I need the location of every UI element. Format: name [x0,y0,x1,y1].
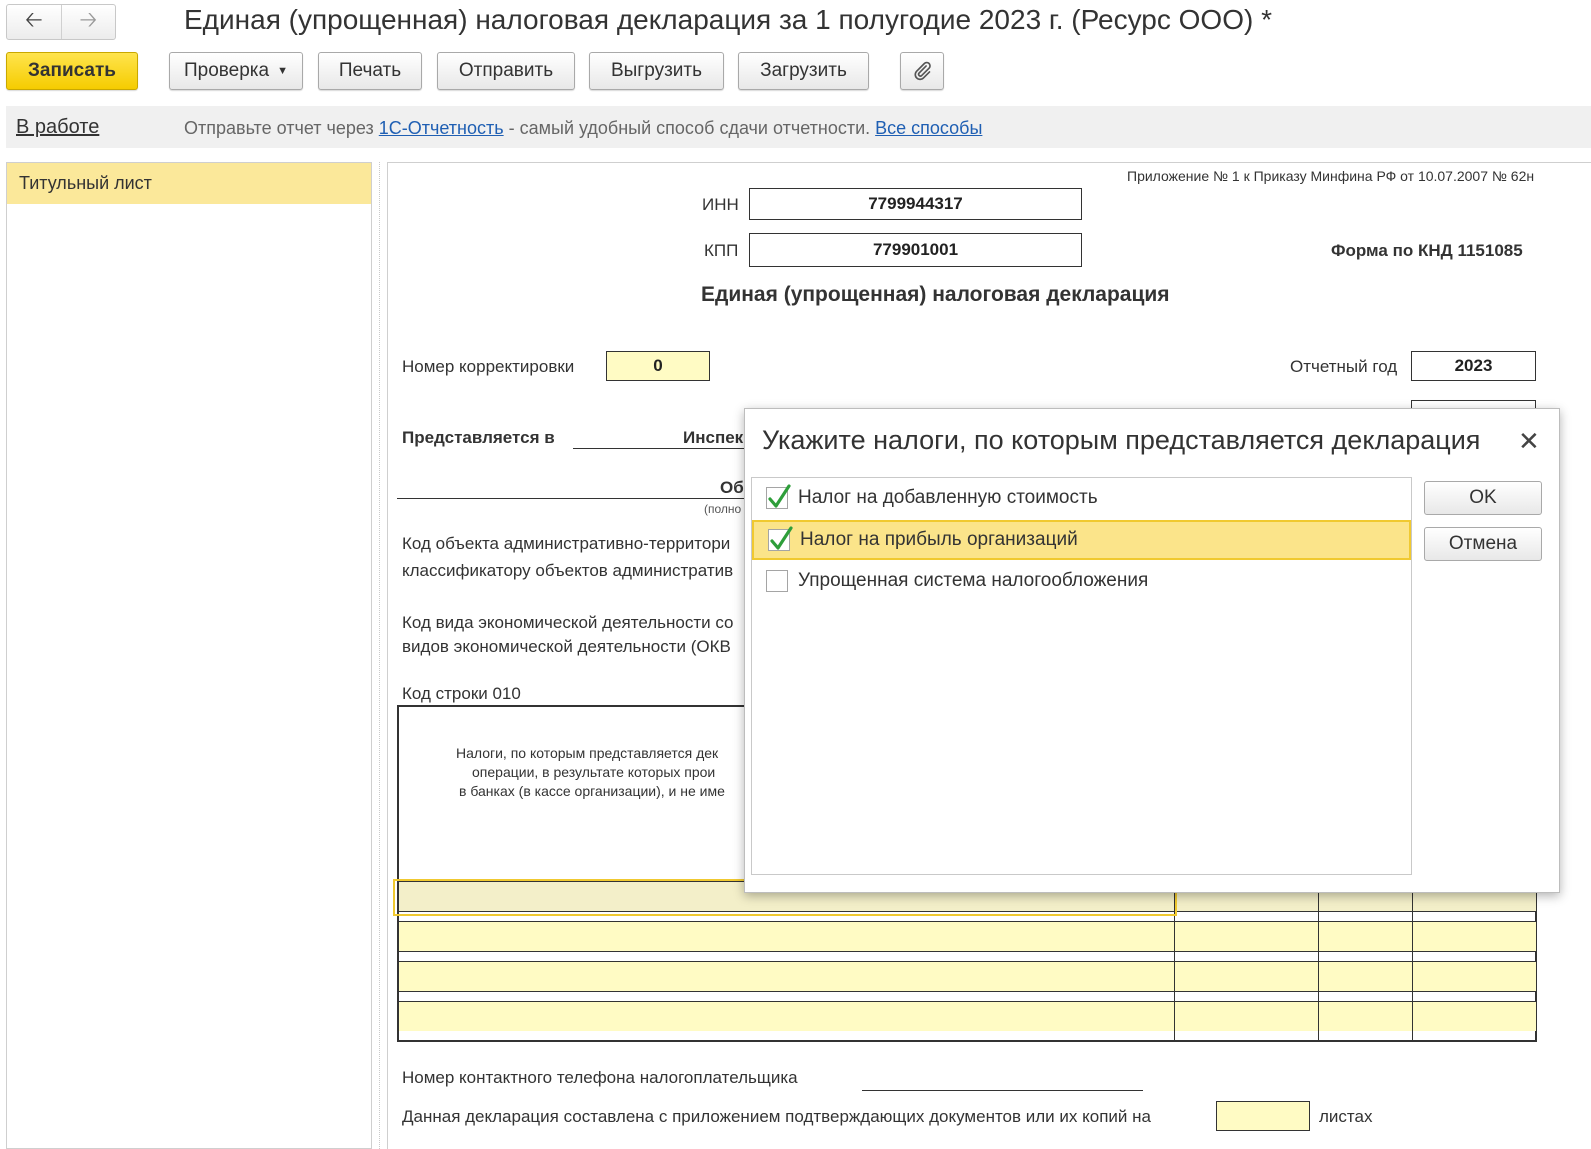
knd-form-code: Форма по КНД 1151085 [1331,241,1523,260]
close-icon[interactable]: ✕ [1518,426,1540,456]
okato-label-1: Код объекта административно-территори [402,534,731,553]
checkbox-vat[interactable] [766,487,788,509]
year-field[interactable]: 2023 [1411,351,1536,381]
row-code-label: Код строки 010 [402,684,521,703]
column-divider [1412,881,1413,1041]
sections-sidebar [6,162,372,1149]
inn-field[interactable]: 7799944317 [749,188,1082,220]
checkbox-profit-tax[interactable] [768,529,790,551]
ok-button[interactable]: OK [1424,481,1542,515]
status-link[interactable]: В работе [16,116,100,138]
list-item-vat[interactable] [752,478,1411,518]
org-name-text: Об [720,478,744,497]
list-item-profit-tax[interactable] [752,520,1411,560]
dropdown-caret-icon: ▼ [277,65,288,77]
info-text-before: Отправьте отчет через [184,118,379,138]
checkmark-icon [768,524,794,554]
correction-label: Номер корректировки [402,357,575,376]
phone-field[interactable] [862,1090,1143,1091]
taxes-header-2: операции, в результате которых прои [472,764,716,780]
cancel-button[interactable]: Отмена [1424,527,1542,561]
sheets-count-field[interactable] [1216,1101,1310,1131]
all-methods-link[interactable]: Все способы [875,118,983,138]
dialog-title: Укажите налоги, по которым представляется декларация [762,425,1481,455]
inspection-text: Инспек [683,428,744,447]
import-button[interactable]: Загрузить [738,52,869,90]
kpp-field[interactable]: 779901001 [749,233,1082,267]
list-item-label: Упрощенная система налогообложения [798,570,1149,591]
forward-arrow-icon[interactable]: 🡢 [61,5,116,39]
splitter[interactable] [379,162,380,1149]
sidebar-item-title-page[interactable]: Титульный лист [7,163,371,204]
column-divider [1318,881,1319,1041]
list-item-usn[interactable] [752,561,1411,601]
table-row[interactable] [399,921,1536,951]
full-name-caption: (полно [704,502,742,516]
list-item-label: Налог на прибыль организаций [800,529,1078,550]
row-divider [399,991,1536,1001]
phone-label: Номер контактного телефона налогоплательщика [402,1068,798,1087]
underline [397,498,744,499]
nav-buttons [6,4,116,40]
okved-label-2: видов экономической деятельности (ОКВ [402,637,731,656]
paperclip-icon [911,60,933,82]
list-item-label: Налог на добавленную стоимость [798,487,1098,508]
export-button[interactable]: Выгрузить [589,52,724,90]
taxes-header-3: в банках (в кассе организации), и не име [459,783,725,799]
appendix-note: Приложение № 1 к Приказу Минфина РФ от 10.07.2007 № 62н [1127,168,1535,184]
attachments-label: Данная декларация составлена с приложением подтверждающих документов или их копий на [402,1107,1151,1126]
table-row[interactable] [399,961,1536,991]
1c-reporting-link[interactable]: 1С-Отчетность [378,118,504,138]
sheets-label: листах [1319,1107,1373,1126]
row-divider [399,951,1536,961]
year-label: Отчетный год [1290,357,1398,376]
write-button[interactable]: Записать [6,52,138,90]
table-row[interactable] [399,1001,1536,1031]
form-heading: Единая (упрощенная) налоговая декларация [701,283,1170,306]
info-text [184,118,982,139]
kpp-label: КПП [704,241,739,260]
info-text-after: - самый удобный способ сдачи отчетности. [503,118,876,138]
check-button-label: Проверка [184,60,270,81]
taxes-header-1: Налоги, по которым представляется дек [456,745,719,761]
check-button[interactable] [169,52,303,90]
inn-label: ИНН [702,195,739,214]
back-arrow-icon[interactable]: 🡠 [24,7,43,32]
window-title: Единая (упрощенная) налоговая декларация за 1 полугодие 2023 г. (Ресурс ООО) * [184,4,1272,35]
checkbox-usn[interactable] [766,570,788,592]
send-button[interactable]: Отправить [437,52,575,90]
print-button[interactable]: Печать [318,52,422,90]
submitted-to-label: Представляется в [402,428,555,447]
okved-label-1: Код вида экономической деятельности со [402,613,734,632]
checkmark-icon [766,482,792,512]
underline [573,448,744,449]
attach-button[interactable] [900,52,944,90]
okato-label-2: классификатору объектов административ [402,561,734,580]
correction-number-field[interactable]: 0 [606,351,710,381]
